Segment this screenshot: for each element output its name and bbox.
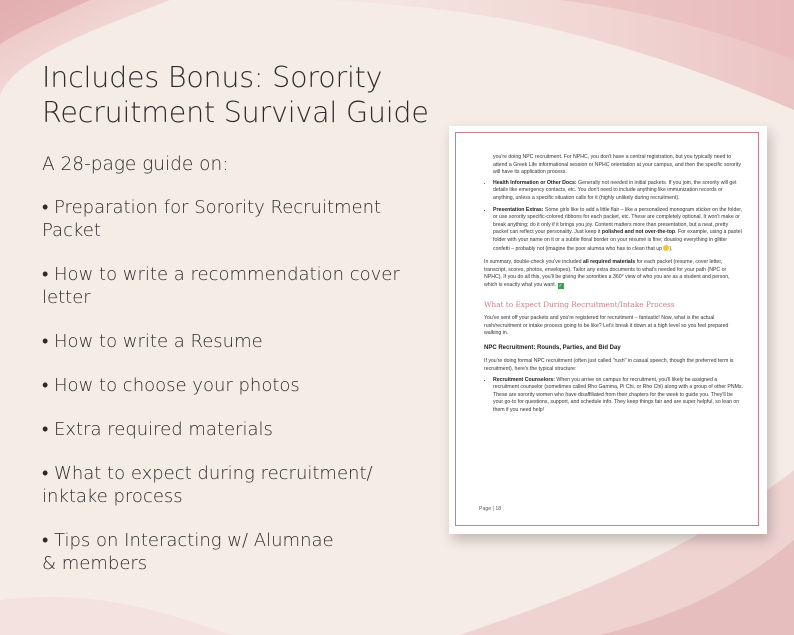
bullet-item: • What to expect during recruitment/ inktake process xyxy=(42,463,373,507)
continued-paragraph: you're doing NPC recruitment. For NPHC, you don't have a central registration, but you typically need to attend a Greek Life informational session or NPHC orientation at your campus, and then the specific sorority will have its application process. xyxy=(493,154,741,176)
list-item-text: When you arrive on campus for recruitment, you'll likely be assigned a recruitment counselor (sometimes called Rho Gamma, Pi Chi, or Rho Chi) along with a group of other PNMs. These are sorority women who have disaffiliated from their chapters for the week to guide you. They'll be your go-to for questions, support, and schedule info. They keep things fair and are super helpful, so lean on them if you need help! xyxy=(493,376,743,414)
heading xyxy=(42,60,442,130)
left-panel xyxy=(42,60,442,575)
bullet-item: • Tips on Interacting w/ Alumnae & members xyxy=(42,530,334,574)
grimace-emoji-icon xyxy=(663,245,669,251)
emphasis-text: all required materials xyxy=(582,259,636,266)
emphasis-text: polished and not over-the-top xyxy=(601,229,676,236)
list-item: • Presentation Extras: Some girls like to add a little flair – like a personalized monogram sticker on the folder, or use sorority specific-colored ribbons for each packet, etc. These are completely optional. It won't make or break anything; do it only if it brings you joy. Content matters more than presentation, but a neat, pretty packet can reflect your personality. Just keep it polished and not over-the-top. For example, using a pastel folder with your name on it or a subtle floral border on your résumé is fine; dousing everything in glitter confetti – probably not (imagine the poor alumna who has to clean that up ). xyxy=(493,207,744,254)
npc-paragraph: If you're doing formal NPC recruitment (often just called "rush" in casual speech, though the preferred term is recruitment), here's the typical structure: xyxy=(484,358,734,373)
list-item-text: . For example, using a pastel folder with your name on it or a subtle floral border on your résumé is fine; dousing everything in glitter confetti – probably not (imagine the poor alumna who has to clean that up xyxy=(493,229,742,252)
heading-line-2: Recruitment Survival Guide xyxy=(42,96,429,129)
heading-line-1: Includes Bonus: Sorority xyxy=(42,61,383,94)
page-content xyxy=(484,154,744,419)
check-mark-icon: ✓ xyxy=(558,282,563,289)
list-item-label: Health Information or Other Docs: xyxy=(493,179,577,186)
document-page-preview xyxy=(449,126,767,534)
process-list xyxy=(484,377,744,415)
subsection-title: NPC Recruitment: Rounds, Parties, and Bid Day xyxy=(484,344,621,351)
list-item xyxy=(493,377,744,415)
summary-text: In summary, double-check you've included xyxy=(484,259,583,266)
list-item-text: Generally not needed in initial packets. If you join, the sorority will get details like emergency contacts, etc. You don't need to include anything like immunization records or anything, unless a specific situation calls for it (highly unlikely during recruitment). xyxy=(493,179,737,201)
summary-paragraph xyxy=(484,259,744,289)
bullet-item: • How to choose your photos xyxy=(42,375,300,396)
bullet-item: • How to write a Resume xyxy=(42,331,263,352)
list-item-text: Some girls like to add a little flair – like a personalized monogram sticker on the folder, or use sorority specific-colored ribbons for each packet, etc. These are completely optional. It won't make or break anything; do it only if it brings you joy. Content matters more than presentation, but a neat, pretty packet can reflect your personality. Just keep it xyxy=(493,206,743,236)
list-item xyxy=(493,180,744,203)
intro-paragraph: You've sent off your packets and you're registered for recruitment – fantastic! Now, what is the actual rush/recruitment or intake process going to be like? Let's break it down at a high level so you feel prepared walking in. xyxy=(484,315,729,337)
list-item-label: Presentation Extras: xyxy=(493,206,544,213)
page-number: Page | 18 xyxy=(479,506,502,512)
summary-text: for each packet (resume, cover letter, transcript, scores, photos, envelopes). Tailor any extra documents to what's needed for your path (NPC or NPHC). If you do all this, you'll be giving the sororities a 360° view of who you are as a student and person, which is exactly what you want. xyxy=(484,259,730,288)
section-title: What to Expect During Recruitment/Intake Process xyxy=(484,299,675,309)
bullet-item: • How to write a recommendation cover letter xyxy=(42,264,400,308)
materials-list xyxy=(484,180,744,253)
bullet-item: • Extra required materials xyxy=(42,419,273,440)
subtitle: A 28-page guide on: xyxy=(42,154,229,175)
list-item-label: Recruitment Counselors: xyxy=(493,376,555,383)
bullet-item: • Preparation for Sorority Recruitment Packet xyxy=(42,197,382,241)
